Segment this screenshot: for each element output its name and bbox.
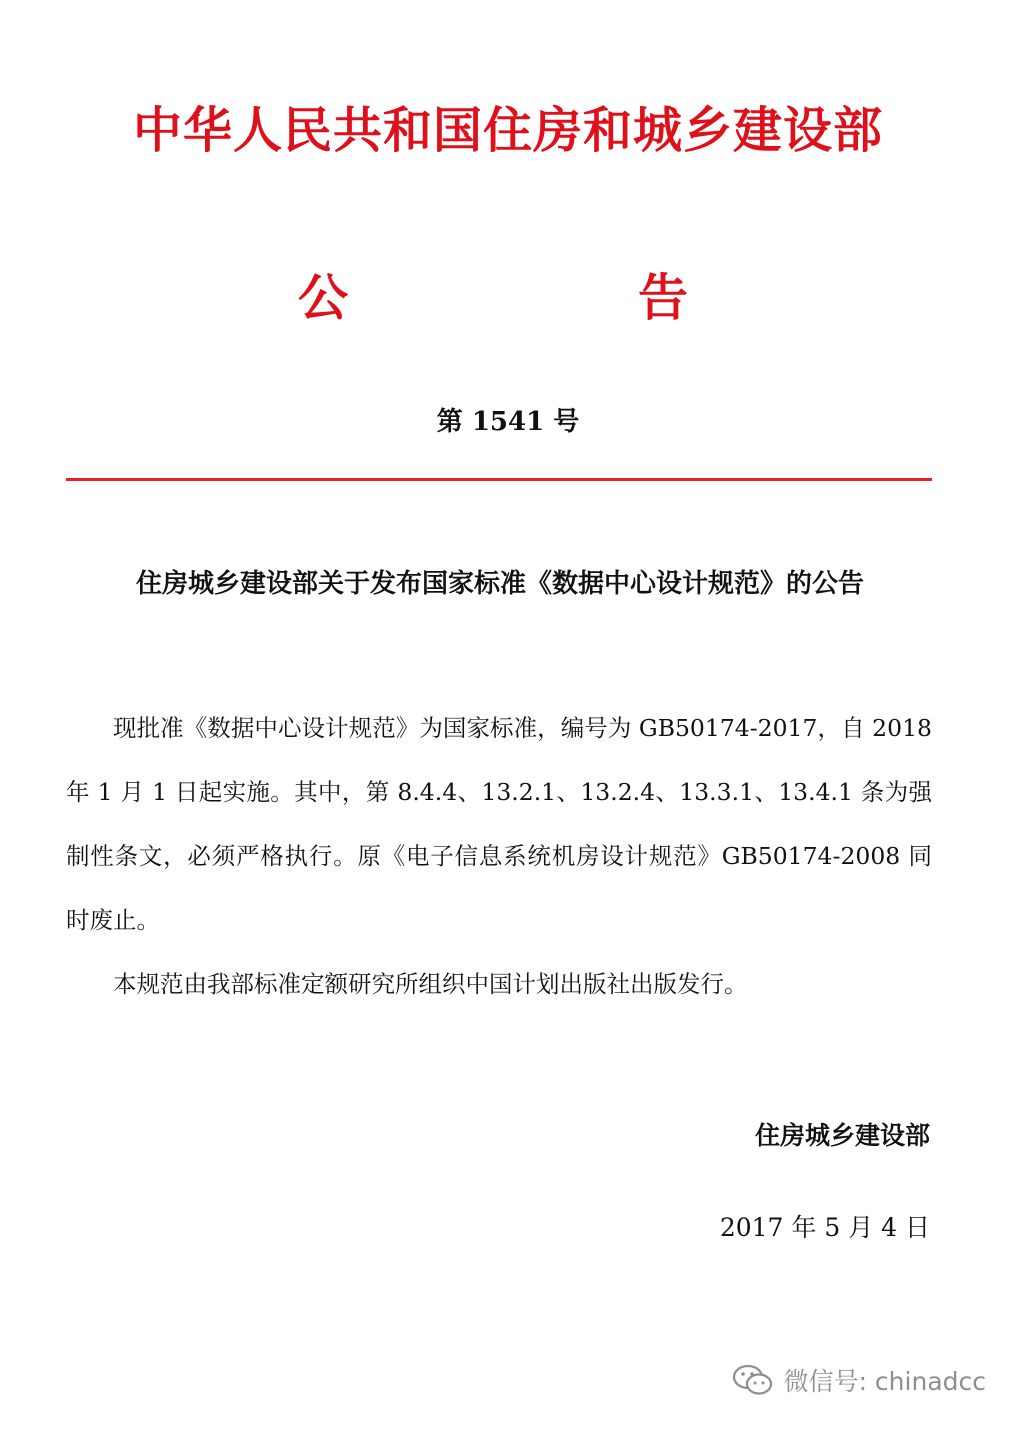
watermark-text: 微信号: chinadcc <box>783 1367 986 1396</box>
signature: 住房城乡建设部 <box>754 1121 930 1150</box>
announcement-subject: 住房城乡建设部关于发布国家标准《数据中心设计规范》的公告 <box>135 569 864 599</box>
body-paragraph-1: 现批准《数据中心设计规范》为国家标准，编号为 GB50174-2017，自 2018 年 1 月 1 日起实施。其中，第 8.4.4、13.2.1、13.2.4、13.3.1、13.4.1 条为强制性条文，必须严格执行。原《电子信息系统机房设计规范》GB50174-2008 同时废止。 <box>66 714 932 934</box>
red-divider <box>66 478 932 481</box>
notice-title <box>298 258 688 338</box>
document-number: 第 1541 号 <box>436 407 580 437</box>
body-paragraph-2: 本规范由我部标准定额研究所组织中国计划出版社出版发行。 <box>113 970 748 998</box>
issue-date: 2017 年 5 月 4 日 <box>719 1213 930 1242</box>
notice-title-char-2: 告 <box>638 269 688 327</box>
wechat-watermark <box>732 1360 986 1400</box>
notice-title-char-1: 公 <box>298 269 348 327</box>
wechat-icon <box>732 1363 774 1397</box>
issuing-agency-heading: 中华人民共和国住房和城乡建设部 <box>132 102 883 159</box>
announcement-body <box>66 696 932 1016</box>
